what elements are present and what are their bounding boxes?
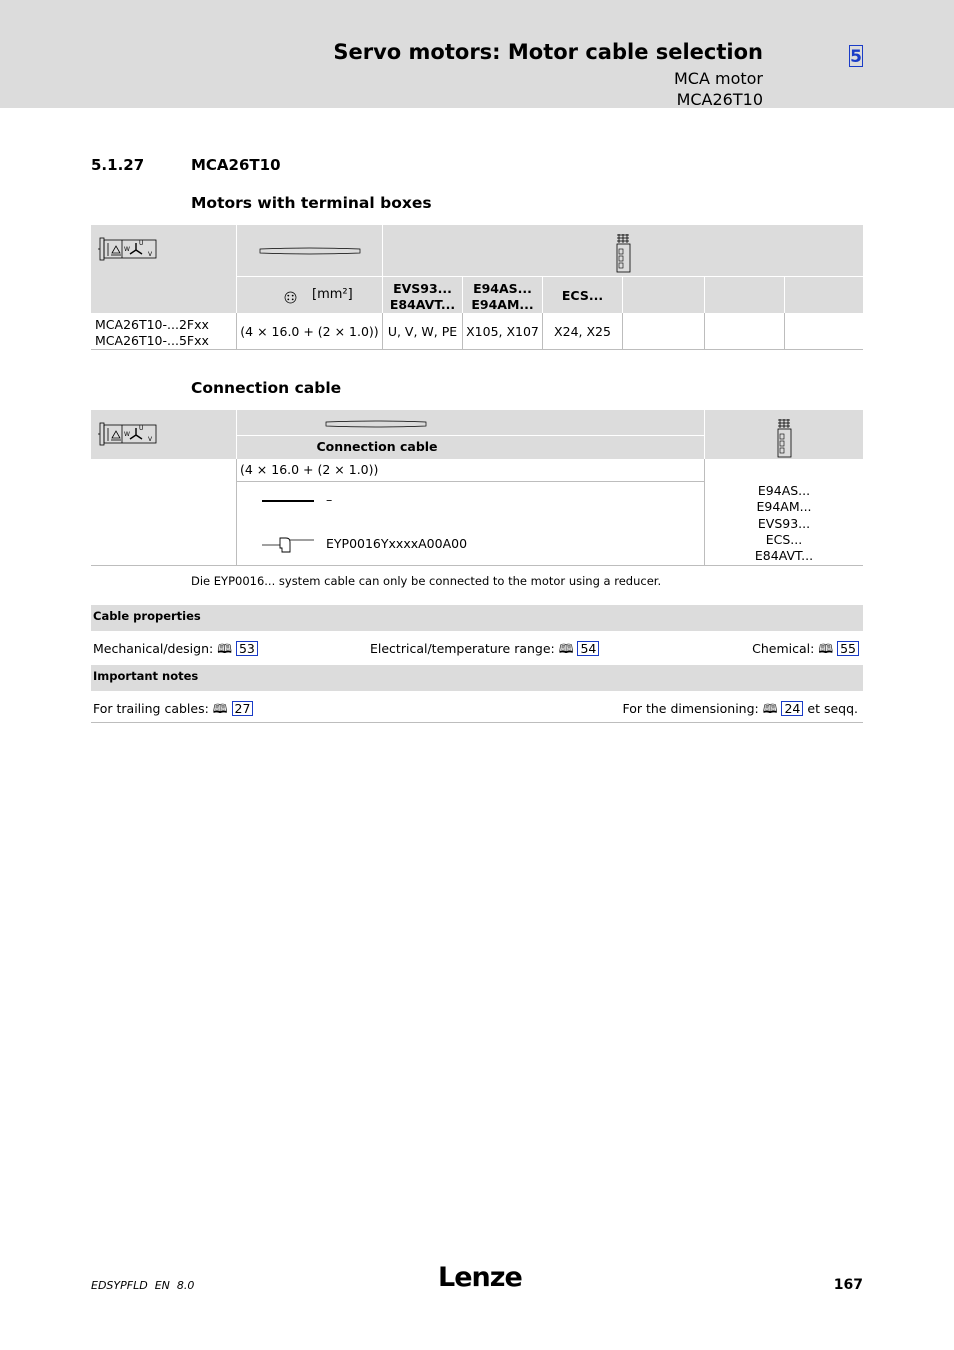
header-subtitle-1: MCA motor	[673, 69, 763, 88]
svg-text:W: W	[124, 431, 130, 438]
col-evs93: EVS93...	[393, 281, 452, 296]
connection-cable-col-head: Connection cable	[316, 439, 438, 454]
e94-terminals: X105, X107	[466, 324, 539, 339]
footer-doc-id	[91, 1279, 194, 1292]
cable-properties-heading: Cable properties	[93, 609, 201, 623]
svg-text:U: U	[139, 425, 144, 432]
model-1: MCA26T10-...2Fxx	[95, 317, 209, 332]
cable-icon	[259, 246, 361, 256]
cable-properties-header	[91, 605, 863, 631]
device-ecs: ECS...	[765, 532, 803, 547]
svg-text:U: U	[139, 240, 144, 247]
footer-lang: EN	[154, 1279, 170, 1292]
book-icon: 🕮	[818, 641, 834, 656]
cross-section-value: (4 × 16.0 + (2 × 1.0))	[240, 324, 379, 339]
important-notes-heading: Important notes	[93, 669, 199, 683]
page-title: Servo motors: Motor cable selection	[333, 40, 763, 64]
cable-1-label: –	[326, 492, 333, 507]
col-e94as: E94AS...	[473, 281, 532, 296]
evs-terminals: U, V, W, PE	[387, 324, 458, 339]
mechanical-ref	[93, 640, 258, 661]
cable-icon	[325, 419, 427, 429]
electrical-ref	[370, 640, 599, 661]
book-icon: 🕮	[762, 701, 778, 716]
important-notes-header	[91, 665, 863, 691]
plain-cable-symbol	[260, 497, 316, 505]
trailing-page-link[interactable]: 27	[232, 701, 254, 716]
ecs-terminals: X24, X25	[554, 324, 611, 339]
reducer-cable-symbol	[260, 533, 316, 555]
trailing-ref	[93, 700, 253, 721]
footer-doc: EDSYPFLD	[91, 1279, 148, 1292]
dimensioning-suffix: et seqq.	[807, 701, 858, 716]
chemical-page-link[interactable]: 55	[837, 641, 859, 656]
mechanical-label: Mechanical/design:	[93, 641, 214, 656]
cable-2-label: EYP0016YxxxxA00A00	[326, 536, 468, 551]
book-icon: 🕮	[558, 641, 574, 656]
model-2: MCA26T10-...5Fxx	[95, 333, 209, 348]
table1-heading: Motors with terminal boxes	[191, 194, 432, 212]
device-e94am: E94AM...	[756, 499, 812, 514]
dimensioning-label: For the dimensioning:	[622, 701, 759, 716]
header-subtitle-2: MCA26T10	[676, 90, 763, 109]
svg-text:W: W	[124, 246, 130, 253]
table2-cross-section: (4 × 16.0 + (2 × 1.0))	[240, 462, 379, 477]
page-number: 167	[833, 1277, 863, 1293]
device-e84avt: E84AVT...	[754, 548, 814, 563]
chapter-link[interactable]: 5	[850, 47, 862, 67]
section-number: 5.1.27	[91, 156, 145, 174]
cross-section-icon	[284, 291, 297, 304]
col-e84avt: E84AVT...	[389, 297, 456, 312]
device-evs93: EVS93...	[757, 516, 811, 531]
svg-text:V: V	[148, 436, 153, 443]
section-title: MCA26T10	[191, 156, 281, 174]
electrical-page-link[interactable]: 54	[577, 641, 599, 656]
motor-terminal-box-icon	[98, 420, 158, 448]
reducer-note: Die EYP0016... system cable can only be connected to the motor using a reducer.	[191, 574, 662, 588]
dimensioning-ref	[622, 700, 858, 721]
chemical-ref	[752, 640, 859, 661]
drive-device-icon	[775, 418, 793, 458]
lenze-logo: Lenze	[438, 1262, 522, 1293]
device-e94as: E94AS...	[757, 483, 811, 498]
chemical-label: Chemical:	[752, 641, 815, 656]
svg-text:V: V	[148, 251, 153, 258]
footer-version: 8.0	[176, 1279, 195, 1292]
book-icon: 🕮	[217, 641, 232, 656]
unit-label: [mm²]	[312, 287, 353, 302]
drive-device-icon	[614, 233, 632, 273]
table2-heading: Connection cable	[191, 379, 342, 397]
book-icon: 🕮	[212, 701, 228, 716]
col-e94am: E94AM...	[471, 297, 534, 312]
col-ecs: ECS...	[561, 288, 604, 303]
electrical-label: Electrical/temperature range:	[370, 641, 555, 656]
motor-terminal-box-icon	[98, 235, 158, 263]
mechanical-page-link[interactable]: 53	[236, 641, 258, 656]
trailing-label: For trailing cables:	[93, 701, 209, 716]
dimensioning-page-link[interactable]: 24	[781, 701, 803, 716]
